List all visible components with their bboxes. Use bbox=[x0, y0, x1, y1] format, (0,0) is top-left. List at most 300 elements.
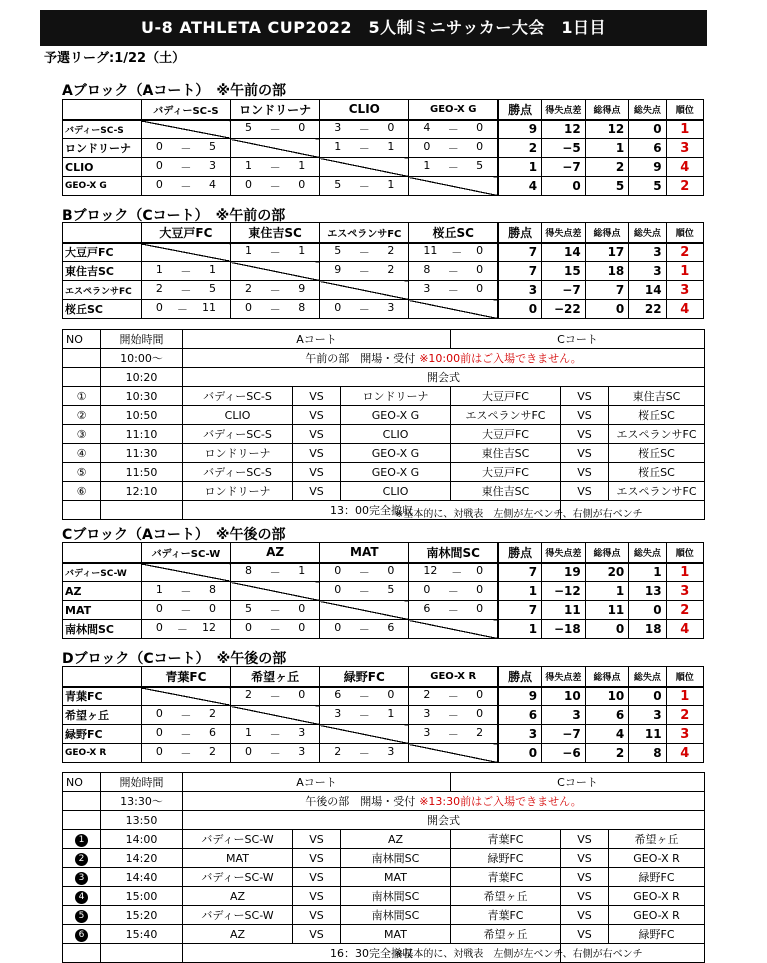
standings-row bbox=[63, 158, 704, 177]
goal-difference: 11 bbox=[542, 601, 586, 620]
score-separator: － bbox=[358, 747, 370, 760]
score-home: 12 bbox=[423, 564, 438, 578]
column-team-name: AZ bbox=[231, 543, 320, 563]
score-home: 0 bbox=[334, 564, 342, 578]
score-home: 0 bbox=[155, 301, 163, 314]
stat-header-diff: 得失点差 bbox=[542, 543, 586, 563]
match-score-cell bbox=[320, 620, 409, 639]
vs-label: VS bbox=[293, 830, 341, 849]
court-a-team-right: GEO-X G bbox=[341, 406, 451, 425]
match-number bbox=[63, 463, 101, 482]
standings-row bbox=[63, 177, 704, 196]
standings-row bbox=[63, 139, 704, 158]
court-c-team-right: 桜丘SC bbox=[609, 463, 705, 482]
empty-cell bbox=[63, 349, 101, 368]
match-score-cell bbox=[409, 139, 498, 158]
goal-difference: −6 bbox=[542, 744, 586, 763]
score-separator: － bbox=[180, 161, 192, 174]
vs-label: VS bbox=[561, 444, 609, 463]
score-away: 11 bbox=[202, 301, 217, 314]
goals-for: 12 bbox=[585, 120, 629, 139]
standings-row bbox=[63, 601, 704, 620]
court-c-team-left: 青葉FC bbox=[451, 906, 561, 925]
match-score-cell bbox=[231, 177, 320, 196]
match-row bbox=[63, 406, 705, 425]
match-time: 14:40 bbox=[101, 868, 183, 887]
court-c-team-left: 青葉FC bbox=[451, 868, 561, 887]
match-score-cell bbox=[231, 725, 320, 744]
score-separator: － bbox=[269, 566, 281, 580]
match-number bbox=[63, 830, 101, 849]
goal-difference: 10 bbox=[542, 687, 586, 706]
goals-against: 6 bbox=[629, 139, 666, 158]
goals-against: 9 bbox=[629, 158, 666, 177]
match-time: 14:00 bbox=[101, 830, 183, 849]
match-time: 11:10 bbox=[101, 425, 183, 444]
score-home: 0 bbox=[245, 178, 253, 191]
opening-row bbox=[63, 792, 705, 811]
score-away: 2 bbox=[209, 745, 217, 758]
match-score-cell bbox=[141, 744, 230, 763]
standings-row bbox=[63, 744, 704, 763]
row-team-name: 桜丘SC bbox=[63, 300, 142, 319]
score-away: 3 bbox=[387, 745, 395, 758]
match-time: 15:40 bbox=[101, 925, 183, 944]
match-score-cell bbox=[141, 158, 230, 177]
self-match-diagonal bbox=[231, 139, 320, 158]
vs-label: VS bbox=[293, 868, 341, 887]
score-away: 0 bbox=[298, 621, 306, 634]
score-home: 2 bbox=[423, 688, 431, 702]
score-away: 0 bbox=[476, 564, 484, 578]
block-b-title: Bブロック（Cコート） ※午前の部 bbox=[62, 208, 286, 224]
rank: 4 bbox=[666, 300, 703, 319]
match-time: 10:50 bbox=[101, 406, 183, 425]
goals-against: 0 bbox=[629, 687, 666, 706]
match-number bbox=[63, 887, 101, 906]
score-separator: － bbox=[269, 303, 281, 316]
match-number bbox=[63, 906, 101, 925]
score-separator: － bbox=[269, 728, 281, 741]
court-c-team-right: 希望ヶ丘 bbox=[609, 830, 705, 849]
vs-label: VS bbox=[293, 425, 341, 444]
vs-label: VS bbox=[293, 463, 341, 482]
rank: 4 bbox=[666, 744, 703, 763]
self-match-diagonal bbox=[141, 243, 230, 262]
match-score-cell bbox=[320, 139, 409, 158]
stat-header-wins: 勝点 bbox=[498, 100, 542, 120]
score-home: 0 bbox=[245, 301, 253, 314]
score-home: 0 bbox=[423, 583, 431, 596]
goal-difference: −7 bbox=[542, 281, 586, 300]
match-row bbox=[63, 444, 705, 463]
score-away: 2 bbox=[387, 244, 395, 258]
match-score-cell bbox=[231, 563, 320, 582]
ceremony-row bbox=[63, 368, 705, 387]
match-row bbox=[63, 887, 705, 906]
score-home: 0 bbox=[155, 707, 163, 720]
goal-difference: 0 bbox=[542, 177, 586, 196]
empty-cell bbox=[63, 368, 101, 387]
league-date: 予選リーグ:1/22（土） bbox=[44, 51, 186, 66]
score-away: 0 bbox=[387, 688, 395, 702]
score-home: 2 bbox=[155, 282, 163, 295]
score-away: 9 bbox=[298, 282, 306, 295]
match-score-cell bbox=[141, 300, 230, 319]
score-separator: － bbox=[269, 161, 281, 174]
match-score-cell bbox=[231, 243, 320, 262]
match-score-cell bbox=[409, 120, 498, 139]
score-home: 2 bbox=[334, 745, 342, 758]
match-number-label: 4 bbox=[75, 891, 88, 904]
match-score-cell bbox=[141, 725, 230, 744]
score-separator: － bbox=[180, 585, 192, 598]
match-score-cell bbox=[141, 601, 230, 620]
goal-difference: −7 bbox=[542, 725, 586, 744]
score-separator: － bbox=[269, 246, 281, 260]
rank: 3 bbox=[666, 725, 703, 744]
morning-schedule-table bbox=[62, 329, 705, 520]
match-score-cell bbox=[409, 262, 498, 281]
score-away: 4 bbox=[209, 178, 217, 191]
score-away: 1 bbox=[387, 178, 395, 191]
column-team-name: 希望ヶ丘 bbox=[231, 667, 320, 687]
score-separator: － bbox=[447, 265, 459, 278]
standings-header-row bbox=[63, 223, 704, 243]
rank: 1 bbox=[666, 687, 703, 706]
goals-for: 4 bbox=[585, 725, 629, 744]
score-separator: － bbox=[447, 604, 459, 617]
goals-against: 8 bbox=[629, 744, 666, 763]
self-match-diagonal bbox=[320, 725, 409, 744]
goals-against: 1 bbox=[629, 563, 666, 582]
goals-against: 13 bbox=[629, 582, 666, 601]
closing-text: 13：00完全撤収 bbox=[183, 501, 561, 520]
open-time: 13:30～ bbox=[101, 792, 183, 811]
score-separator: － bbox=[447, 709, 459, 722]
match-score-cell bbox=[320, 177, 409, 196]
opening-text: 午後の部 開場・受付 bbox=[305, 795, 416, 808]
match-time: 10:30 bbox=[101, 387, 183, 406]
row-team-name: 大豆戸FC bbox=[63, 243, 142, 262]
score-away: 2 bbox=[209, 707, 217, 720]
points: 6 bbox=[498, 706, 542, 725]
match-time: 12:10 bbox=[101, 482, 183, 501]
match-score-cell bbox=[231, 620, 320, 639]
closing-text: 16：30完全撤収 bbox=[183, 944, 561, 963]
goals-against: 0 bbox=[629, 120, 666, 139]
column-team-name: 南林間SC bbox=[409, 543, 498, 563]
goals-for: 10 bbox=[585, 687, 629, 706]
court-a-team-left: ロンドリーナ bbox=[183, 444, 293, 463]
goals-against: 18 bbox=[629, 620, 666, 639]
match-score-cell bbox=[409, 243, 498, 262]
match-row bbox=[63, 906, 705, 925]
court-c-team-left: 東住吉SC bbox=[451, 482, 561, 501]
vs-label: VS bbox=[293, 482, 341, 501]
row-team-name: CLIO bbox=[63, 158, 142, 177]
match-number bbox=[63, 406, 101, 425]
column-team-name: GEO-X G bbox=[409, 100, 498, 120]
court-a-team-left: AZ bbox=[183, 887, 293, 906]
score-separator: － bbox=[358, 623, 370, 636]
points: 1 bbox=[498, 158, 542, 177]
court-a-team-right: CLIO bbox=[341, 425, 451, 444]
score-away: 8 bbox=[298, 301, 306, 314]
standings-header-row bbox=[63, 100, 704, 120]
score-separator: － bbox=[269, 180, 281, 193]
goals-for: 5 bbox=[585, 177, 629, 196]
court-c-team-right: 桜丘SC bbox=[609, 444, 705, 463]
match-score-cell bbox=[320, 120, 409, 139]
score-separator: － bbox=[269, 604, 281, 617]
score-away: 0 bbox=[476, 282, 484, 295]
score-separator: － bbox=[269, 284, 281, 297]
goal-difference: 3 bbox=[542, 706, 586, 725]
match-number bbox=[63, 425, 101, 444]
row-team-name: エスペランサFC bbox=[63, 281, 142, 300]
score-separator: － bbox=[180, 284, 192, 297]
score-away: 0 bbox=[387, 121, 395, 135]
match-score-cell bbox=[141, 582, 230, 601]
score-away: 0 bbox=[209, 602, 217, 615]
score-away: 0 bbox=[476, 688, 484, 702]
row-team-name: GEO-X R bbox=[63, 744, 142, 763]
row-team-name: 南林間SC bbox=[63, 620, 142, 639]
column-team-name: 桜丘SC bbox=[409, 223, 498, 243]
goals-for: 1 bbox=[585, 582, 629, 601]
goal-difference: 14 bbox=[542, 243, 586, 262]
vs-label: VS bbox=[561, 463, 609, 482]
rank: 2 bbox=[666, 706, 703, 725]
score-separator: － bbox=[269, 623, 281, 636]
score-separator: － bbox=[447, 728, 459, 741]
score-separator: － bbox=[180, 709, 192, 722]
match-score-cell bbox=[231, 158, 320, 177]
score-away: 0 bbox=[298, 178, 306, 191]
goal-difference: −5 bbox=[542, 139, 586, 158]
court-c-team-right: 緑野FC bbox=[609, 868, 705, 887]
score-home: 0 bbox=[155, 745, 163, 758]
stat-header-gf: 総得点 bbox=[585, 100, 629, 120]
row-team-name: 東住吉SC bbox=[63, 262, 142, 281]
ceremony-label: 開会式 bbox=[183, 368, 705, 387]
stat-header-rank: 順位 bbox=[666, 543, 703, 563]
court-c-team-right: 東住吉SC bbox=[609, 387, 705, 406]
score-separator: － bbox=[358, 180, 370, 193]
score-home: 0 bbox=[155, 726, 163, 739]
match-row bbox=[63, 868, 705, 887]
self-match-diagonal bbox=[231, 706, 320, 725]
score-away: 0 bbox=[298, 688, 306, 702]
score-away: 1 bbox=[298, 564, 306, 578]
court-c-team-right: エスペランサFC bbox=[609, 482, 705, 501]
score-home: 1 bbox=[155, 583, 163, 596]
score-separator: － bbox=[269, 747, 281, 760]
court-a-team-right: 南林間SC bbox=[341, 906, 451, 925]
self-match-diagonal bbox=[231, 582, 320, 601]
score-home: 8 bbox=[423, 263, 431, 276]
match-number bbox=[63, 868, 101, 887]
self-match-diagonal bbox=[320, 601, 409, 620]
match-score-cell bbox=[141, 706, 230, 725]
match-row bbox=[63, 830, 705, 849]
block-a-standings-table bbox=[62, 99, 704, 196]
score-home: 0 bbox=[423, 140, 431, 153]
rank: 1 bbox=[666, 262, 703, 281]
self-match-diagonal bbox=[409, 177, 498, 196]
match-score-cell bbox=[141, 139, 230, 158]
match-score-cell bbox=[409, 582, 498, 601]
stat-header-ga: 総失点 bbox=[629, 667, 666, 687]
stat-header-wins: 勝点 bbox=[498, 667, 542, 687]
court-c-team-left: 緑野FC bbox=[451, 849, 561, 868]
vs-label: VS bbox=[293, 906, 341, 925]
standings-row bbox=[63, 563, 704, 582]
corner-cell bbox=[63, 543, 142, 563]
goals-for: 11 bbox=[585, 601, 629, 620]
score-separator: － bbox=[447, 284, 459, 297]
standings-header-row bbox=[63, 667, 704, 687]
ceremony-row bbox=[63, 811, 705, 830]
score-away: 0 bbox=[476, 140, 484, 153]
court-a-team-right: CLIO bbox=[341, 482, 451, 501]
row-team-name: 青葉FC bbox=[63, 687, 142, 706]
vs-label: VS bbox=[293, 444, 341, 463]
goals-for: 2 bbox=[585, 744, 629, 763]
vs-label: VS bbox=[561, 906, 609, 925]
score-away: 1 bbox=[209, 263, 217, 276]
score-separator: － bbox=[176, 303, 188, 316]
score-separator: － bbox=[358, 123, 370, 137]
court-c-team-right: GEO-X R bbox=[609, 906, 705, 925]
match-number-label: 1 bbox=[75, 834, 88, 847]
block-a-title: Aブロック（Aコート） ※午前の部 bbox=[62, 83, 286, 99]
match-number-label: ① bbox=[76, 389, 87, 403]
stat-header-gf: 総得点 bbox=[585, 223, 629, 243]
score-home: 1 bbox=[245, 159, 253, 172]
score-home: 3 bbox=[423, 282, 431, 295]
court-c-team-left: 東住吉SC bbox=[451, 444, 561, 463]
score-home: 6 bbox=[423, 602, 431, 615]
score-separator: － bbox=[358, 585, 370, 598]
match-score-cell bbox=[320, 687, 409, 706]
self-match-diagonal bbox=[231, 262, 320, 281]
score-separator: － bbox=[358, 303, 370, 316]
vs-label: VS bbox=[561, 830, 609, 849]
court-a-team-right: GEO-X G bbox=[341, 444, 451, 463]
score-separator: － bbox=[180, 142, 192, 155]
match-row bbox=[63, 387, 705, 406]
score-away: 0 bbox=[298, 121, 306, 135]
row-team-name: バディーSC-S bbox=[63, 120, 142, 139]
standings-row bbox=[63, 706, 704, 725]
ceremony-time: 10:20 bbox=[101, 368, 183, 387]
score-separator: － bbox=[451, 566, 463, 580]
row-team-name: 希望ヶ丘 bbox=[63, 706, 142, 725]
score-home: 1 bbox=[423, 159, 431, 172]
goals-against: 22 bbox=[629, 300, 666, 319]
score-separator: － bbox=[358, 246, 370, 260]
match-number-label: ③ bbox=[76, 427, 87, 441]
match-score-cell bbox=[409, 281, 498, 300]
points: 7 bbox=[498, 563, 542, 582]
no-header: NO bbox=[63, 330, 101, 349]
match-score-cell bbox=[231, 281, 320, 300]
column-team-name: GEO-X R bbox=[409, 667, 498, 687]
score-away: 0 bbox=[387, 564, 395, 578]
score-separator: － bbox=[358, 142, 370, 155]
score-away: 1 bbox=[387, 140, 395, 153]
court-c-team-left: 大豆戸FC bbox=[451, 425, 561, 444]
afternoon-schedule-table bbox=[62, 772, 705, 963]
match-score-cell bbox=[409, 725, 498, 744]
stat-header-gf: 総得点 bbox=[585, 543, 629, 563]
score-away: 3 bbox=[387, 301, 395, 314]
self-match-diagonal bbox=[409, 620, 498, 639]
stat-header-diff: 得失点差 bbox=[542, 667, 586, 687]
match-score-cell bbox=[141, 262, 230, 281]
empty-cell bbox=[63, 811, 101, 830]
score-home: 0 bbox=[334, 583, 342, 596]
score-home: 0 bbox=[155, 159, 163, 172]
goals-against: 14 bbox=[629, 281, 666, 300]
match-score-cell bbox=[320, 300, 409, 319]
goals-for: 1 bbox=[585, 139, 629, 158]
score-separator: － bbox=[447, 142, 459, 155]
entry-warning: ※10:00前はご入場できません。 bbox=[419, 352, 582, 365]
stat-header-ga: 総失点 bbox=[629, 100, 666, 120]
score-away: 12 bbox=[202, 621, 217, 634]
row-team-name: ロンドリーナ bbox=[63, 139, 142, 158]
court-c-header: Cコート bbox=[451, 330, 705, 349]
score-away: 2 bbox=[476, 726, 484, 739]
column-team-name: エスペランサFC bbox=[320, 223, 409, 243]
stat-header-wins: 勝点 bbox=[498, 223, 542, 243]
match-score-cell bbox=[231, 120, 320, 139]
points: 1 bbox=[498, 620, 542, 639]
self-match-diagonal bbox=[409, 300, 498, 319]
self-match-diagonal bbox=[409, 744, 498, 763]
goals-against: 3 bbox=[629, 706, 666, 725]
page-title: U-8 ATHLETA CUP2022 5人制ミニサッカー大会 1日目 bbox=[40, 10, 707, 46]
score-home: 1 bbox=[245, 244, 253, 258]
score-separator: － bbox=[358, 265, 370, 278]
standings-row bbox=[63, 687, 704, 706]
row-team-name: MAT bbox=[63, 601, 142, 620]
entry-warning: ※13:30前はご入場できません。 bbox=[419, 795, 582, 808]
court-c-team-right: GEO-X R bbox=[609, 849, 705, 868]
score-home: 5 bbox=[334, 244, 342, 258]
score-away: 6 bbox=[387, 621, 395, 634]
stat-header-rank: 順位 bbox=[666, 223, 703, 243]
goals-against: 5 bbox=[629, 177, 666, 196]
row-team-name: バディーSC-W bbox=[63, 563, 142, 582]
score-away: 3 bbox=[209, 159, 217, 172]
row-team-name: GEO-X G bbox=[63, 177, 142, 196]
court-a-header: Aコート bbox=[183, 773, 451, 792]
match-number-label: 5 bbox=[75, 910, 88, 923]
score-away: 0 bbox=[476, 583, 484, 596]
standings-row bbox=[63, 582, 704, 601]
score-separator: － bbox=[269, 690, 281, 704]
vs-label: VS bbox=[561, 887, 609, 906]
block-c-standings-table bbox=[62, 542, 704, 639]
court-c-team-right: 桜丘SC bbox=[609, 406, 705, 425]
stat-header-diff: 得失点差 bbox=[542, 223, 586, 243]
score-home: 3 bbox=[423, 707, 431, 720]
goals-against: 0 bbox=[629, 601, 666, 620]
